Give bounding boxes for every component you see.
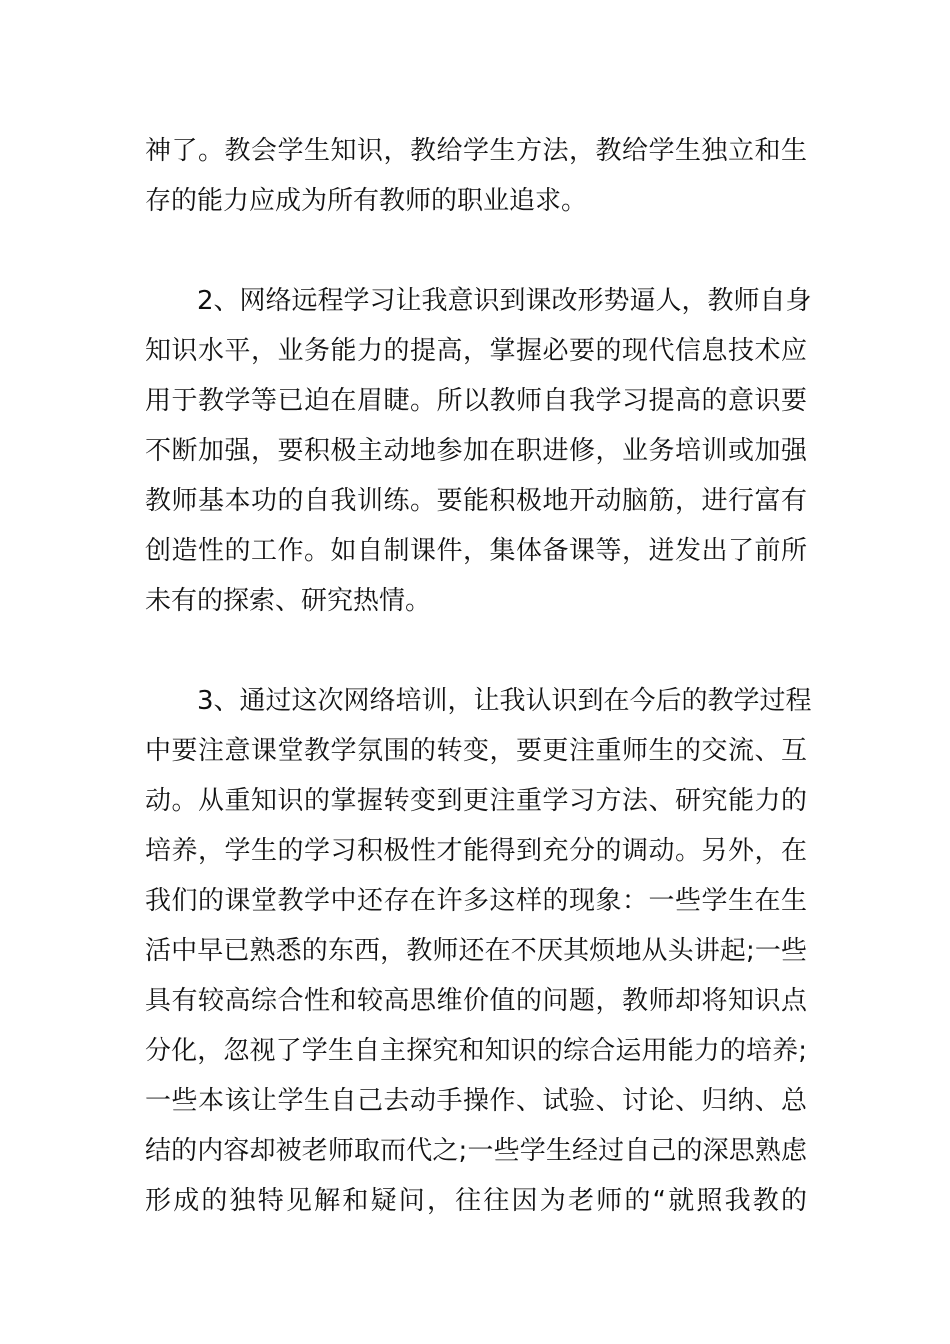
text-line: 用于教学等已迫在眉睫。所以教师自我学习提高的意识要 (145, 386, 807, 416)
document-body (145, 126, 812, 1226)
text-line: 神了。教会学生知识，教给学生方法，教给学生独立和生 (145, 136, 807, 166)
paragraph-gap (145, 226, 807, 276)
text-line: 活中早已熟悉的东西，教师还在不厌其烦地从头讲起;一些 (145, 936, 807, 966)
text-line: 存的能力应成为所有教师的职业追求。 (145, 186, 588, 216)
text-line: 3、通过这次网络培训，让我认识到在今后的教学过程 (145, 686, 812, 716)
text-line: 不断加强，要积极主动地参加在职进修，业务培训或加强 (145, 436, 807, 466)
text-line: 知识水平，业务能力的提高，掌握必要的现代信息技术应 (145, 336, 807, 366)
text-line: 中要注意课堂教学氛围的转变，要更注重师生的交流、互 (145, 736, 807, 766)
text-line: 形成的独特见解和疑问，往往因为老师的“就照我教的 (145, 1186, 807, 1216)
text-line: 我们的课堂教学中还存在许多这样的现象：一些学生在生 (145, 886, 807, 916)
text-line: 一些本该让学生自己去动手操作、试验、讨论、归纳、总 (145, 1086, 807, 1116)
paragraph-3 (145, 676, 812, 1226)
text-line: 2、网络远程学习让我意识到课改形势逼人，教师自身 (145, 286, 812, 316)
paragraph-2 (145, 276, 812, 626)
text-line: 结的内容却被老师取而代之;一些学生经过自己的深思熟虑 (145, 1136, 807, 1166)
text-line: 分化，忽视了学生自主探究和知识的综合运用能力的培养; (145, 1036, 807, 1066)
paragraph-gap (145, 626, 807, 676)
text-line: 培养，学生的学习积极性才能得到充分的调动。另外，在 (145, 836, 807, 866)
text-line: 未有的探索、研究热情。 (145, 586, 432, 616)
text-line: 教师基本功的自我训练。要能积极地开动脑筋，进行富有 (145, 486, 807, 516)
text-line: 具有较高综合性和较高思维价值的问题，教师却将知识点 (145, 986, 807, 1016)
paragraph-1 (145, 126, 807, 226)
text-line: 创造性的工作。如自制课件，集体备课等，迸发出了前所 (145, 536, 807, 566)
text-line: 动。从重知识的掌握转变到更注重学习方法、研究能力的 (145, 786, 807, 816)
